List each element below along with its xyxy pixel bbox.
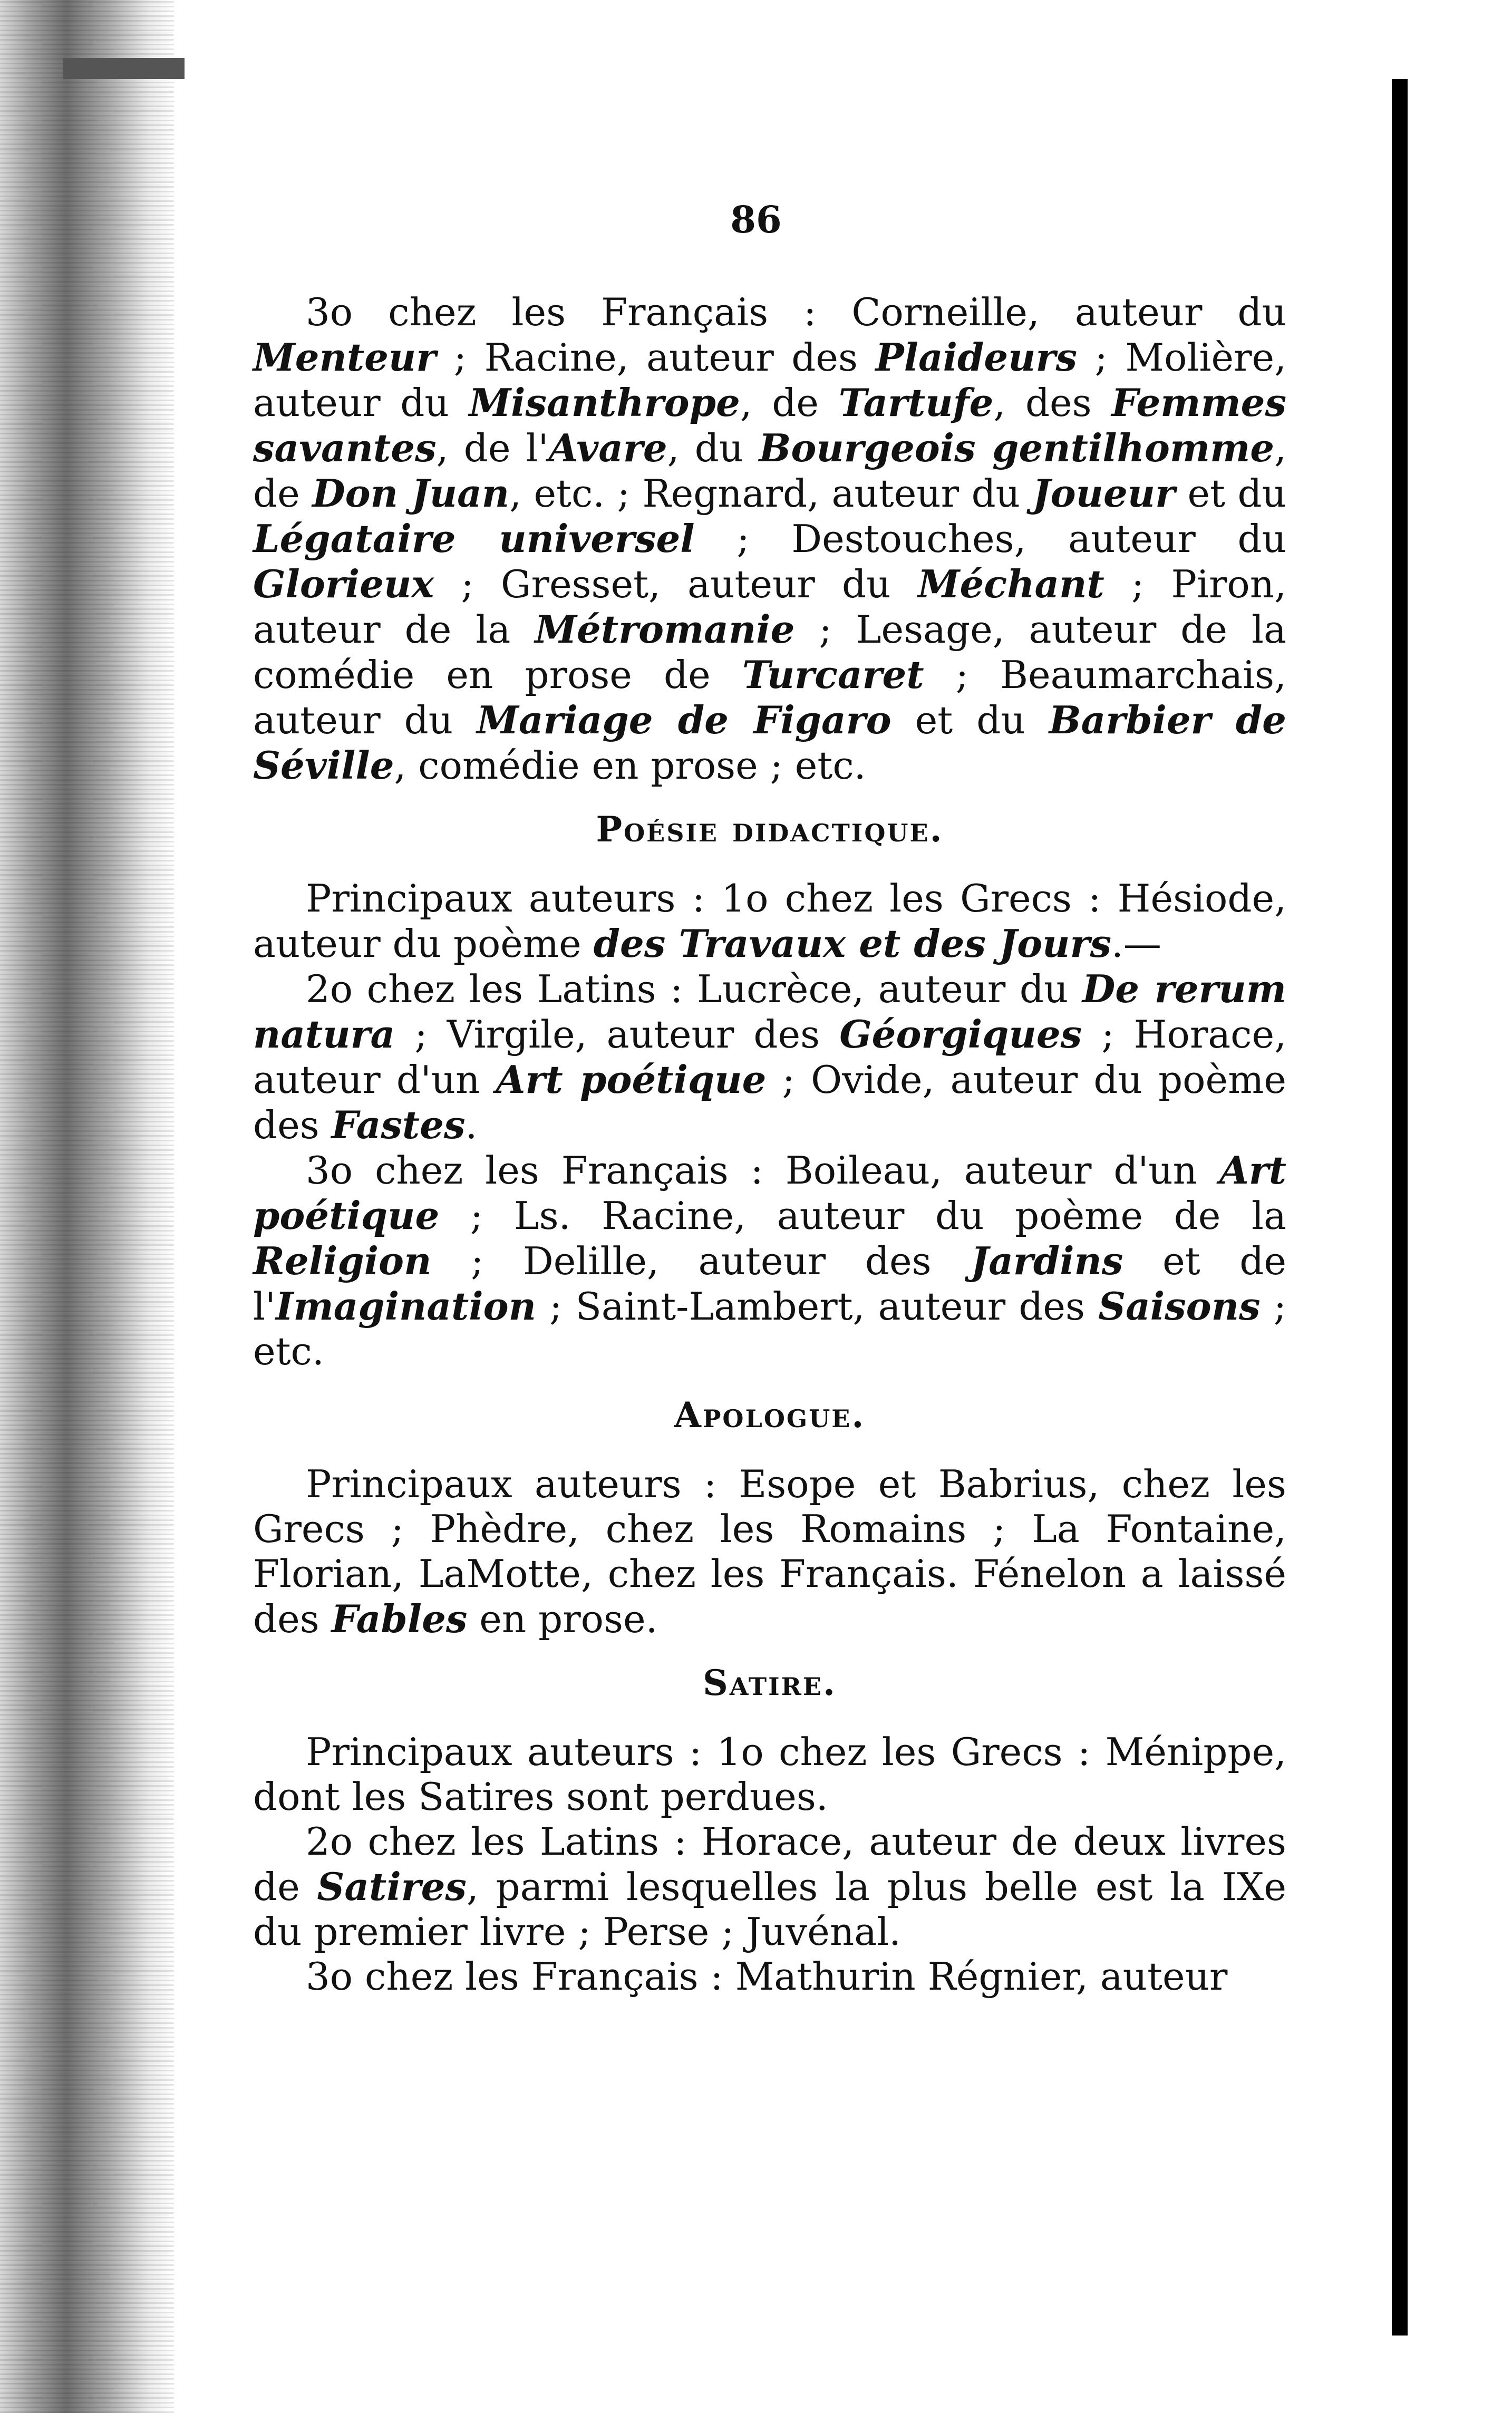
text-run: ; Virgile, auteur des (395, 1012, 840, 1057)
italic-title: Légataire universel (253, 516, 695, 561)
text-run: ; etc. (253, 1284, 1286, 1373)
text-run: ; Beaumarchais, auteur du (253, 653, 1287, 742)
text-run: ; Gresset, auteur du (434, 562, 918, 606)
italic-title: Plaideurs (875, 335, 1077, 380)
text-run: 3o chez les Français : Boileau, auteur d'un (306, 1148, 1219, 1193)
text-run: ; Destouches, auteur du (694, 517, 1286, 561)
italic-title: Don Juan (312, 471, 510, 516)
italic-title: Jardins (971, 1238, 1123, 1283)
italic-title: Joueur (1032, 471, 1176, 516)
italic-title: des Travaux et des Jours (593, 921, 1111, 966)
text-run: , parmi lesquelles la plus belle est la IXe du premier livre ; Perse ; Juvénal. (253, 1865, 1286, 1954)
page-number: 86 (730, 198, 782, 241)
italic-title: Religion (253, 1238, 432, 1283)
text-run: ; Ovide, auteur du poème des (253, 1058, 1287, 1147)
text-run: ; Ls. Racine, auteur du poème de la (439, 1194, 1286, 1238)
text-run: , etc. ; Regnard, auteur du (509, 471, 1033, 516)
text-run: ; Horace, auteur d'un (253, 1012, 1286, 1102)
italic-title: Satires (317, 1864, 467, 1909)
italic-title: Glorieux (253, 561, 434, 606)
heading-poesie-didactique: Poésie didactique. (596, 809, 944, 850)
text-run: 2o chez les Latins : Horace, auteur de deux livres de (253, 1819, 1286, 1909)
italic-title: Méchant (917, 561, 1104, 606)
italic-title: Art poétique (253, 1148, 1286, 1238)
text-run: Principaux auteurs : Esope et Babrius, chez les Grecs ; Phèdre, chez les Romains ; La Fontaine, Florian, LaMotte, chez les Français. Fénelon a laissé des (253, 1462, 1286, 1641)
italic-title: Art poétique (496, 1057, 767, 1102)
text-run: ; Delille, auteur des (431, 1239, 971, 1283)
italic-title: Bourgeois gentilhomme (759, 425, 1275, 470)
italic-title: Tartufe (838, 380, 994, 425)
text-run: 3o chez les Français : Mathurin Régnier, auteur (306, 1954, 1228, 1999)
text-run: . (465, 1103, 478, 1147)
italic-title: Fastes (331, 1102, 466, 1147)
italic-title: Turcaret (742, 652, 924, 697)
italic-title: Saisons (1098, 1284, 1261, 1329)
italic-title: Misanthrope (469, 380, 740, 425)
italic-title: Femmes savantes (253, 380, 1286, 470)
paragraph-didactique-francais (253, 1148, 1286, 1374)
paragraph-didactique-grecs (253, 876, 1286, 966)
page-body (253, 290, 1286, 1999)
binding-mark (63, 58, 185, 79)
paragraph-satire-francais (253, 1954, 1286, 1999)
paragraph-didactique-latins (253, 966, 1286, 1148)
italic-title: Fables (331, 1596, 468, 1641)
text-run: Principaux auteurs : 1o chez les Grecs : Ménippe, dont les Satires sont perdues. (253, 1730, 1286, 1819)
heading-satire: Satire. (703, 1662, 837, 1703)
text-run: ; Molière, auteur du (253, 335, 1286, 425)
text-run: , comédie en prose ; etc. (394, 743, 866, 788)
italic-title: Barbier de Séville (253, 697, 1286, 788)
text-run: 2o chez les Latins : Lucrèce, auteur du (306, 967, 1082, 1011)
text-run: ; Saint-Lambert, auteur des (536, 1284, 1099, 1329)
text-run: et du (891, 698, 1049, 742)
italic-title: De rerum natura (253, 966, 1286, 1057)
paragraph-satire-grecs (253, 1730, 1286, 1819)
text-run: en prose. (467, 1597, 658, 1641)
text-run: ; Racine, auteur des (436, 335, 876, 380)
text-run: 3o chez les Français : Corneille, auteur du (306, 290, 1286, 334)
paragraph-apologue (253, 1462, 1286, 1642)
text-run: , de (253, 426, 1286, 516)
text-run: Principaux auteurs : 1o chez les Grecs : Hésiode, auteur du poème (253, 876, 1286, 966)
text-run: , de (740, 381, 839, 425)
page-binding-shadow (0, 0, 174, 2413)
text-run: ; Piron, auteur de la (253, 562, 1286, 652)
text-run: et du (1175, 471, 1286, 516)
heading-apologue: Apologue. (674, 1394, 866, 1436)
page-edge-bar (1392, 79, 1408, 2336)
paragraph-satire-latins (253, 1819, 1286, 1954)
italic-title: Mariage de Figaro (477, 697, 891, 742)
text-run: .— (1111, 922, 1161, 966)
text-run: ; Lesage, auteur de la comédie en prose de (253, 607, 1286, 697)
italic-title: Menteur (253, 335, 437, 380)
paragraph-comedie-francais (253, 290, 1286, 788)
italic-title: Géorgiques (839, 1012, 1082, 1057)
italic-title: Métromanie (535, 607, 795, 652)
text-run: , du (667, 426, 759, 470)
text-run: , des (993, 381, 1112, 425)
italic-title: Imagination (275, 1284, 537, 1329)
text-run: , de l' (436, 426, 549, 470)
italic-title: Avare (548, 425, 667, 470)
text-run: et de l' (253, 1239, 1286, 1329)
